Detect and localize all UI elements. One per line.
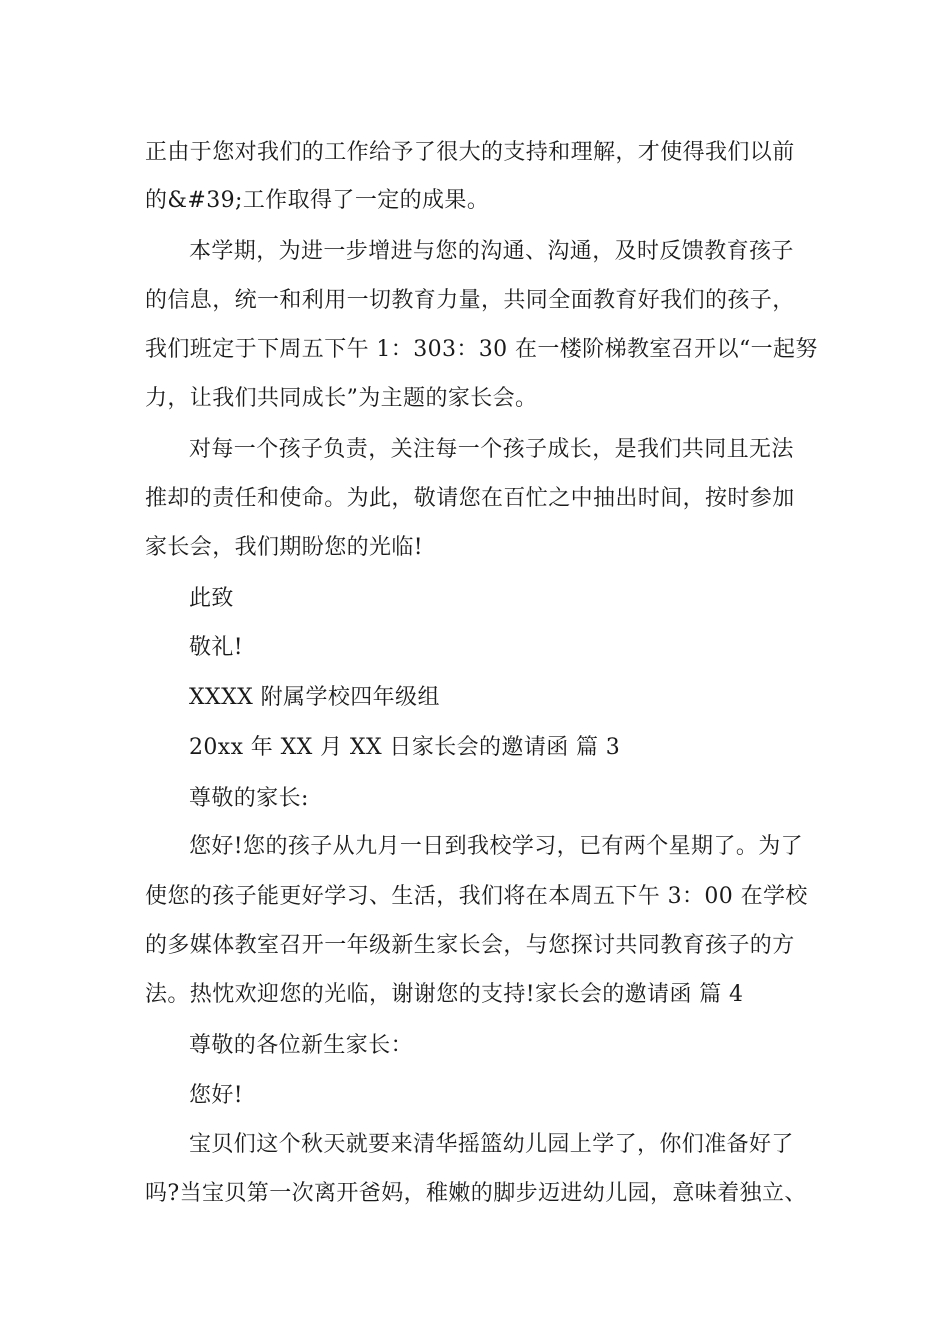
greeting: 尊敬的各位新生家长： — [189, 1033, 414, 1058]
paragraph-line: 正由于您对我们的工作给予了很大的支持和理解，才使得我们以前 — [145, 140, 795, 165]
paragraph-line: 我们班定于下周五下午 1：303：30 在一楼阶梯教室召开以“一起努 — [145, 337, 818, 362]
paragraph-line: 家长会，我们期盼您的光临! — [145, 535, 424, 560]
paragraph-line: 吗?当宝贝第一次离开爸妈，稚嫩的脚步迈进幼儿园，意味着独立、 — [145, 1181, 807, 1206]
paragraph-line: 使您的孩子能更好学习、生活，我们将在本周五下午 3：00 在学校 — [145, 884, 808, 909]
greeting: 尊敬的家长: — [189, 786, 309, 811]
closing-regards: 敬礼! — [189, 635, 244, 660]
paragraph-line: 的信息，统一和利用一切教育力量，共同全面教育好我们的孩子， — [145, 288, 795, 313]
paragraph-line: 推却的责任和使命。为此，敬请您在百忙之中抽出时间，按时参加 — [145, 486, 795, 511]
signature-sender: XXXX 附属学校四年级组 — [189, 685, 440, 710]
paragraph-line: 力，让我们共同成长”为主题的家长会。 — [145, 386, 538, 411]
closing-salutation: 此致 — [189, 586, 234, 611]
paragraph-line: 本学期，为进一步增进与您的沟通、沟通，及时反馈教育孩子 — [189, 239, 794, 264]
paragraph-line: 宝贝们这个秋天就要来清华摇篮幼儿园上学了，你们准备好了 — [189, 1132, 794, 1157]
paragraph-line: 的多媒体教室召开一年级新生家长会，与您探讨共同教育孩子的方 — [145, 933, 795, 958]
paragraph-line: 您好!您的孩子从九月一日到我校学习，已有两个星期了。为了 — [189, 834, 804, 859]
section-heading: 20xx 年 XX 月 XX 日家长会的邀请函 篇 3 — [189, 735, 621, 760]
paragraph-line: 的&#39;工作取得了一定的成果。 — [145, 188, 490, 213]
paragraph-line: 法。热忱欢迎您的光临，谢谢您的支持!家长会的邀请函 篇 4 — [145, 982, 744, 1007]
paragraph-line: 对每一个孩子负责，关注每一个孩子成长，是我们共同且无法 — [189, 437, 794, 462]
greeting-hello: 您好! — [189, 1083, 244, 1108]
